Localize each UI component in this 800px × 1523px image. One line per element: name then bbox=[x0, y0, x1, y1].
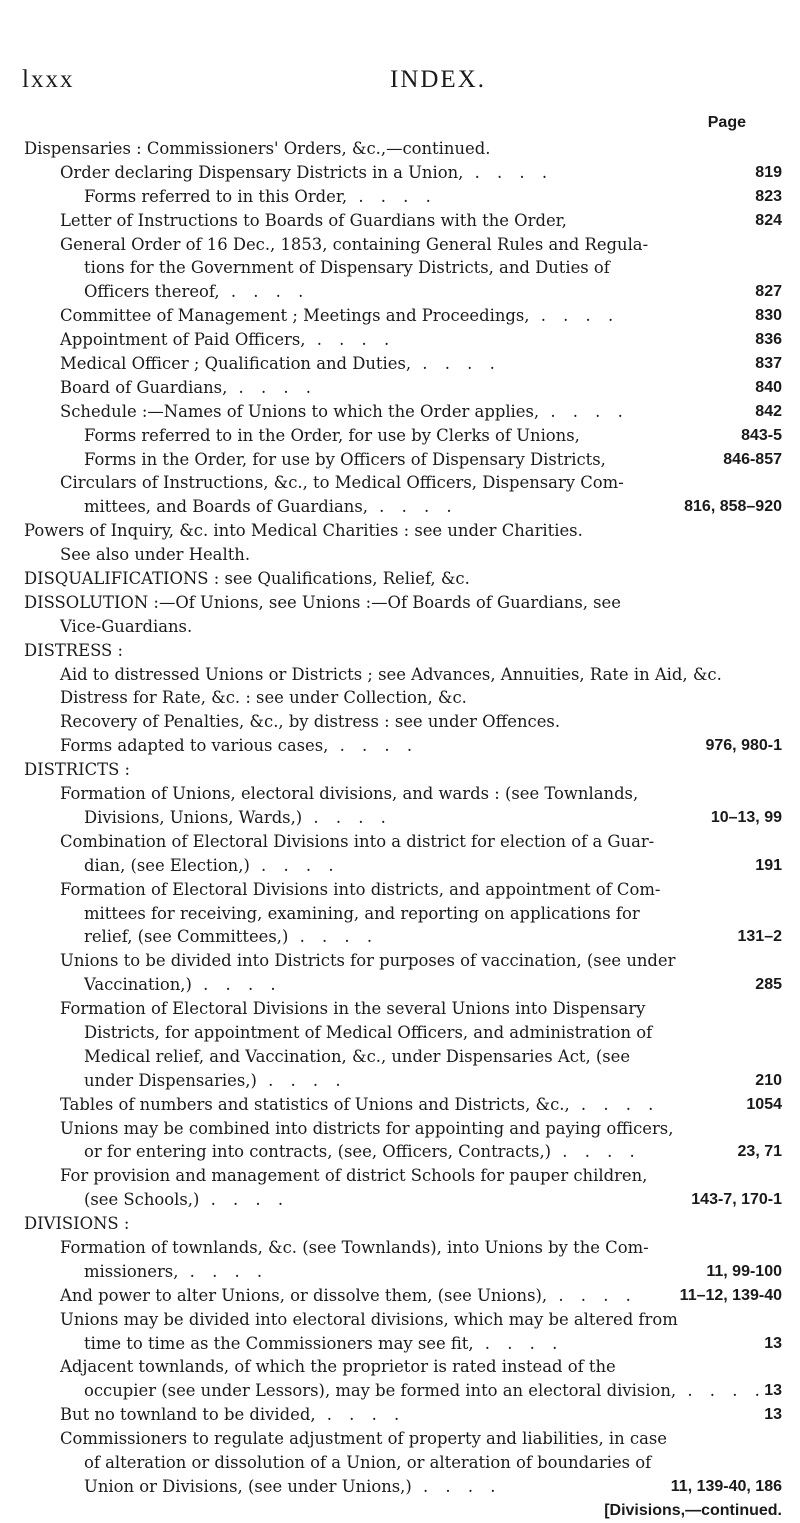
entry-text: Divisions, Unions, Wards,) bbox=[84, 807, 303, 827]
page-reference: 13 bbox=[764, 1382, 782, 1400]
entry-text: Committee of Management ; Meetings and Proceedings, bbox=[60, 306, 530, 326]
entry-text: Districts, for appointment of Medical Officers, and administration of bbox=[84, 1022, 653, 1042]
index-line bbox=[24, 495, 782, 519]
page-reference: 13 bbox=[764, 1334, 782, 1352]
index-line bbox=[24, 591, 782, 615]
entry-text: DIVISIONS : bbox=[24, 1214, 130, 1234]
entry-text: Tables of numbers and statistics of Unions and Districts, &c., bbox=[60, 1094, 570, 1114]
entry-text: dian, (see Election,) bbox=[84, 855, 250, 875]
entry-text: missioners, bbox=[84, 1261, 179, 1281]
entry-text: Forms referred to in this Order, bbox=[84, 186, 348, 206]
leader-dots: . . . . bbox=[199, 1190, 290, 1210]
leader-dots: . . . . bbox=[191, 975, 282, 995]
page-reference: 11, 99-100 bbox=[706, 1262, 782, 1280]
entry-text: Order declaring Dispensary Districts in a Union, bbox=[60, 162, 464, 182]
index-line bbox=[24, 782, 782, 806]
page-title: INDEX. bbox=[390, 66, 487, 93]
entry-text: DISQUALIFICATIONS : see Qualifications, Relief, &c. bbox=[24, 569, 470, 589]
entry-text: Formation of Electoral Divisions into districts, and appointment of Com- bbox=[60, 879, 661, 899]
leader-dots: . . . . bbox=[227, 377, 317, 397]
leader-dots: . . . . bbox=[178, 1261, 269, 1281]
index-line bbox=[24, 256, 782, 280]
index-line bbox=[24, 1045, 782, 1069]
index-line bbox=[24, 376, 782, 400]
page-reference: 830 bbox=[755, 307, 782, 325]
page-reference: 824 bbox=[755, 211, 782, 229]
index-line bbox=[24, 1475, 782, 1499]
entry-text: under Dispensaries,) bbox=[84, 1070, 257, 1090]
entry-text: Circulars of Instructions, &c., to Medical Officers, Dispensary Com- bbox=[60, 473, 624, 493]
leader-dots: . . . . bbox=[473, 1333, 564, 1353]
index-line bbox=[24, 519, 782, 543]
index-line bbox=[24, 328, 782, 352]
page-reference: 131–2 bbox=[737, 928, 782, 946]
index-line bbox=[24, 448, 782, 472]
page-reference: 819 bbox=[755, 163, 782, 181]
leader-dots: . . . . bbox=[347, 186, 437, 206]
page-reference: 11, 139-40, 186 bbox=[670, 1477, 782, 1495]
entry-text: Union or Divisions, (see under Unions,) bbox=[84, 1476, 412, 1496]
index-line bbox=[24, 137, 782, 161]
leader-dots: . . . . bbox=[305, 330, 396, 350]
entry-text: Commissioners to regulate adjustment of property and liabilities, in case bbox=[60, 1429, 667, 1449]
entry-text: But no townland to be divided, bbox=[60, 1405, 316, 1425]
entry-text: Letter of Instructions to Boards of Guardians with the Order, bbox=[60, 210, 567, 230]
leader-dots: . . . . bbox=[539, 401, 629, 421]
index-line bbox=[24, 710, 782, 734]
entry-text: of alteration or dissolution of a Union, or alteration of boundaries of bbox=[84, 1452, 652, 1472]
index-line bbox=[24, 1308, 782, 1332]
index-line bbox=[24, 424, 782, 448]
index-line bbox=[24, 663, 782, 687]
leader-dots: . . . . bbox=[367, 497, 458, 517]
entry-text: Officers thereof, bbox=[84, 282, 220, 302]
entry-text: Formation of Electoral Divisions in the several Unions into Dispensary bbox=[60, 999, 646, 1019]
entry-text: relief, (see Committees,) bbox=[84, 927, 289, 947]
leader-dots: . . . . bbox=[249, 855, 340, 875]
entry-text: And power to alter Unions, or dissolve them, (see Unions), bbox=[60, 1285, 548, 1305]
index-line bbox=[24, 1212, 782, 1236]
entry-text: Medical Officer ; Qualification and Duties, bbox=[60, 354, 412, 374]
page-reference: 13 bbox=[764, 1406, 782, 1424]
entry-text: (see Schools,) bbox=[84, 1190, 200, 1210]
leader-dots: . . . . bbox=[411, 354, 501, 374]
index-line bbox=[24, 1379, 782, 1403]
index-line bbox=[24, 878, 782, 902]
index-line bbox=[24, 209, 782, 233]
entry-text: occupier (see under Lessors), may be formed into an electoral division, bbox=[84, 1381, 677, 1401]
index-line bbox=[24, 1093, 782, 1117]
page-reference: 843-5 bbox=[741, 426, 782, 444]
entry-text: Combination of Electoral Divisions into a district for election of a Guar- bbox=[60, 831, 655, 851]
entry-text: Unions may be combined into districts for appointing and paying officers, bbox=[60, 1118, 674, 1138]
index-line bbox=[24, 1332, 782, 1356]
leader-dots: . . . . bbox=[256, 1070, 347, 1090]
page-reference: 10–13, 99 bbox=[710, 808, 782, 826]
page-reference: 840 bbox=[755, 378, 782, 396]
entry-text: DISTRICTS : bbox=[24, 760, 131, 780]
index-body bbox=[24, 137, 782, 1523]
page-reference: 816, 858–920 bbox=[684, 498, 782, 516]
page-reference: 1054 bbox=[746, 1095, 782, 1113]
index-line bbox=[24, 854, 782, 878]
entry-text: Medical relief, and Vaccination, &c., under Dispensaries Act, (see bbox=[84, 1046, 631, 1066]
entry-text: Forms referred to in the Order, for use by Clerks of Unions, bbox=[84, 425, 580, 445]
entry-text: Aid to distressed Unions or Districts ; see Advances, Annuities, Rate in Aid, &c. bbox=[60, 664, 722, 684]
page-column-label: Page bbox=[707, 114, 746, 131]
index-line bbox=[24, 1499, 782, 1523]
leader-dots: . . . . bbox=[328, 736, 419, 756]
index-line bbox=[24, 1069, 782, 1093]
entry-text: Schedule :—Names of Unions to which the Order applies, bbox=[60, 401, 540, 421]
index-line bbox=[24, 1164, 782, 1188]
entry-text: DISSOLUTION :—Of Unions, see Unions :—Of Boards of Guardians, see bbox=[24, 592, 621, 612]
index-line bbox=[24, 1236, 782, 1260]
entry-text: or for entering into contracts, (see, Officers, Contracts,) bbox=[84, 1142, 552, 1162]
index-line bbox=[24, 543, 782, 567]
index-line bbox=[24, 734, 782, 758]
index-line bbox=[24, 1260, 782, 1284]
page-reference: 191 bbox=[755, 856, 782, 874]
leader-dots: . . . . bbox=[219, 282, 310, 302]
leader-dots: . . . . bbox=[411, 1476, 502, 1496]
index-line bbox=[24, 1140, 782, 1164]
index-line bbox=[24, 280, 782, 304]
leader-dots: . . . . bbox=[288, 927, 379, 947]
entry-text: Powers of Inquiry, &c. into Medical Charities : see under Charities. bbox=[24, 521, 583, 541]
index-line bbox=[24, 1117, 782, 1141]
index-line bbox=[24, 233, 782, 257]
entry-text: Forms adapted to various cases, bbox=[60, 736, 329, 756]
page-reference: 836 bbox=[755, 331, 782, 349]
index-line bbox=[24, 1021, 782, 1045]
page-reference: 846-857 bbox=[723, 450, 782, 468]
entry-text: tions for the Government of Dispensary Districts, and Duties of bbox=[84, 258, 610, 278]
index-line bbox=[24, 1427, 782, 1451]
index-line bbox=[24, 161, 782, 185]
entry-text: mittees for receiving, examining, and reporting on applications for bbox=[84, 903, 640, 923]
page-reference: 210 bbox=[755, 1071, 782, 1089]
entry-text: General Order of 16 Dec., 1853, containing General Rules and Regula- bbox=[60, 234, 649, 254]
index-line bbox=[24, 304, 782, 328]
page-reference: 285 bbox=[755, 976, 782, 994]
page-number: lxxx bbox=[22, 66, 75, 93]
index-line bbox=[24, 1284, 782, 1308]
entry-text: Recovery of Penalties, &c., by distress : see under Offences. bbox=[60, 712, 561, 732]
index-line bbox=[24, 902, 782, 926]
entry-text: time to time as the Commissioners may see fit, bbox=[84, 1333, 474, 1353]
entry-text: Distress for Rate, &c. : see under Collection, &c. bbox=[60, 688, 467, 708]
page-header bbox=[22, 68, 780, 108]
page-reference: [Divisions,—continued. bbox=[604, 1501, 782, 1519]
entry-text: For provision and management of district Schools for pauper children, bbox=[60, 1166, 648, 1186]
index-line bbox=[24, 352, 782, 376]
leader-dots: . . . . bbox=[529, 306, 620, 326]
leader-dots: . . . . bbox=[551, 1142, 641, 1162]
entry-text: DISTRESS : bbox=[24, 640, 123, 660]
index-line bbox=[24, 758, 782, 782]
entry-text: Vaccination,) bbox=[84, 975, 192, 995]
index-line bbox=[24, 973, 782, 997]
leader-dots: . . . . bbox=[676, 1381, 766, 1401]
entry-text: Forms in the Order, for use by Officers of Dispensary Districts, bbox=[84, 449, 606, 469]
entry-text: Unions to be divided into Districts for purposes of vaccination, (see under bbox=[60, 951, 676, 971]
entry-text: mittees, and Boards of Guardians, bbox=[84, 497, 368, 517]
index-line bbox=[24, 949, 782, 973]
index-line bbox=[24, 639, 782, 663]
entry-text: Vice-Guardians. bbox=[60, 616, 193, 636]
page-reference: 823 bbox=[755, 187, 782, 205]
index-line bbox=[24, 830, 782, 854]
index-line bbox=[24, 1188, 782, 1212]
index-line bbox=[24, 1403, 782, 1427]
entry-text: Unions may be divided into electoral divisions, which may be altered from bbox=[60, 1309, 678, 1329]
index-line bbox=[24, 1451, 782, 1475]
leader-dots: . . . . bbox=[302, 807, 392, 827]
leader-dots: . . . . bbox=[463, 162, 554, 182]
index-line bbox=[24, 997, 782, 1021]
page-reference: 143-7, 170-1 bbox=[691, 1191, 782, 1209]
index-line bbox=[24, 185, 782, 209]
entry-text: Formation of townlands, &c. (see Townlands), into Unions by the Com- bbox=[60, 1237, 649, 1257]
index-line bbox=[24, 400, 782, 424]
leader-dots: . . . . bbox=[569, 1094, 660, 1114]
page-reference: 827 bbox=[755, 283, 782, 301]
entry-text: Formation of Unions, electoral divisions, and wards : (see Townlands, bbox=[60, 784, 639, 804]
index-line bbox=[24, 1355, 782, 1379]
index-line bbox=[24, 471, 782, 495]
index-line bbox=[24, 567, 782, 591]
page-reference: 837 bbox=[755, 355, 782, 373]
entry-text: Board of Guardians, bbox=[60, 377, 228, 397]
entry-text: See also under Health. bbox=[60, 545, 251, 565]
index-line bbox=[24, 925, 782, 949]
entry-text: Appointment of Paid Officers, bbox=[60, 330, 306, 350]
entry-text: Dispensaries : Commissioners' Orders, &c.,—continued. bbox=[24, 139, 491, 158]
page-reference: 23, 71 bbox=[737, 1143, 782, 1161]
page-reference: 11–12, 139-40 bbox=[679, 1286, 782, 1304]
page-reference: 842 bbox=[755, 402, 782, 420]
index-line bbox=[24, 686, 782, 710]
index-line bbox=[24, 806, 782, 830]
page-reference: 976, 980-1 bbox=[705, 737, 782, 755]
index-line bbox=[24, 615, 782, 639]
leader-dots: . . . . bbox=[315, 1405, 406, 1425]
entry-text: Adjacent townlands, of which the proprietor is rated instead of the bbox=[60, 1357, 616, 1377]
leader-dots: . . . . bbox=[547, 1285, 637, 1305]
